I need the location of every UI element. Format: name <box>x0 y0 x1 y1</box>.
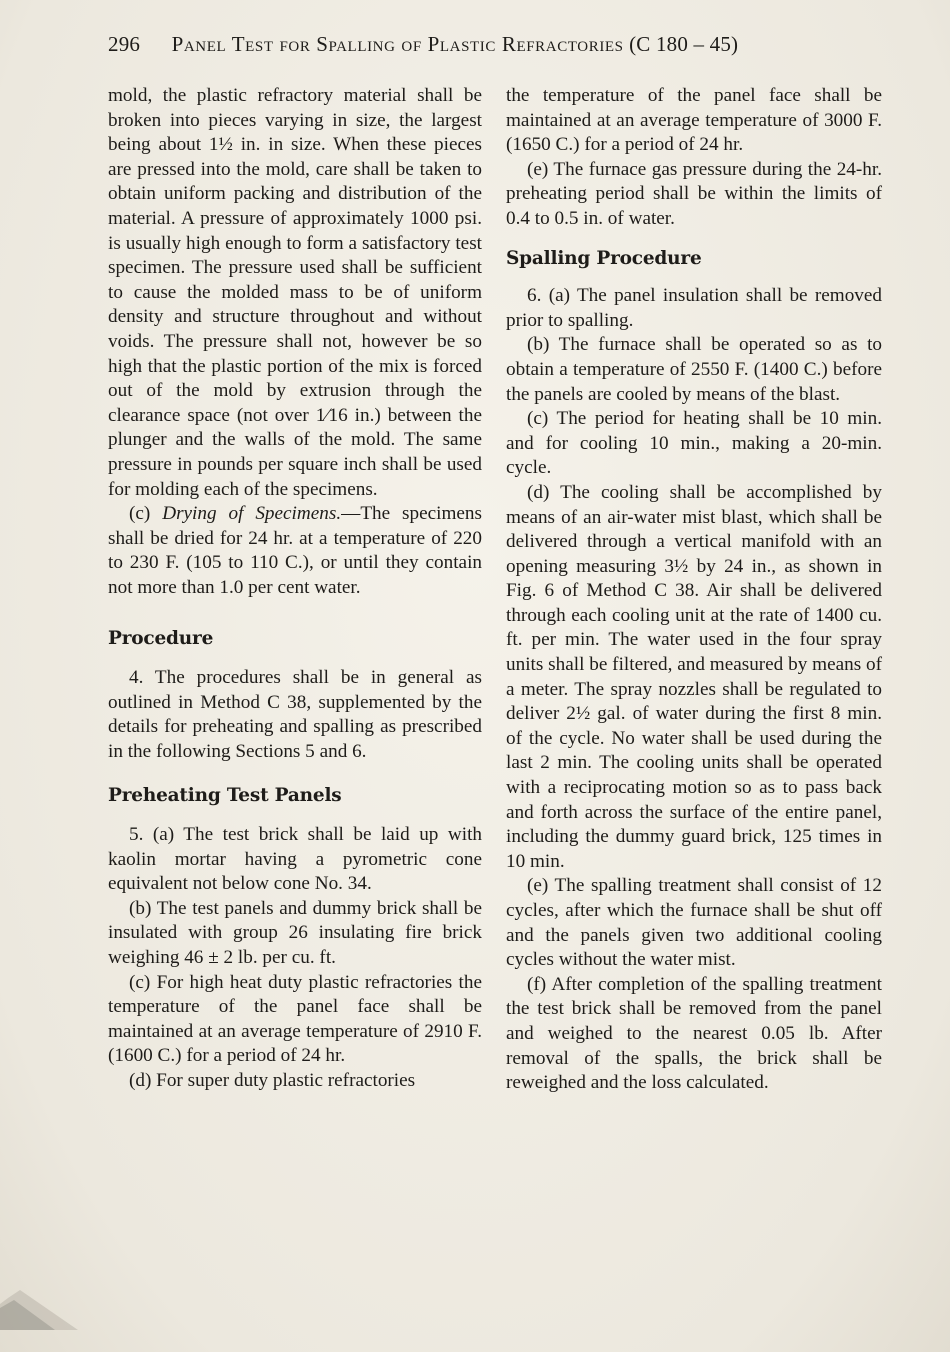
page-number: 296 <box>108 32 141 56</box>
paragraph: 6. (a) The panel insulation shall be removed prior to spalling. <box>506 285 882 331</box>
paragraph: (f) After completion of the spalling treatment the test brick shall be removed from the panel and weighed to the nearest 0.05 lb. After removal of the spalls, the brick shall be reweighed and the loss calculated. <box>506 973 882 1094</box>
paragraph: (e) The furnace gas pressure during the 24-hr. preheating period shall be within the limits of 0.4 to 0.5 in. of water. <box>506 158 882 229</box>
left-column <box>108 84 482 1094</box>
clause-text: —The specimens shall be dried for 24 hr. at a temperature of 220 to 230 F. (105 to 110 C.), or until they contain not more than 1.0 per cent water. <box>108 503 482 598</box>
right-column <box>506 84 882 1096</box>
paragraph-drying <box>108 502 482 600</box>
paragraph: (d) The cooling shall be accomplished by means of an air-water mist blast, which shall be delivered through a vertical manifold with an opening measuring 3½ by 24 in., as shown in Fig. 6 of Method C 38. Air shall be delivered through each cooling unit at the rate of 1400 cu. ft. per min. The water used in the four spray units shall be filtered, and measured by means of a meter. The spray nozzles shall be regulated to deliver 2½ gal. of water during the first 8 min. of the cycle. No water shall be used during the last 2 min. The cooling units shall be operated with a reciprocating motion so as to pass back and forth across the surface of the entire panel, including the dummy guard brick, 125 times in 10 min. <box>506 481 882 872</box>
paragraph: (c) For high heat duty plastic refractories the temperature of the panel face shall be maintained at an average temperature of 2910 F. (1600 C.) for a period of 24 hr. <box>108 971 482 1067</box>
scan-corner-shadow <box>0 1290 78 1330</box>
paragraph: (e) The spalling treatment shall consist of 12 cycles, after which the furnace shall be shut off and the panels given two additional cooling cycles without the water mist. <box>506 875 882 971</box>
paragraph: (d) For super duty plastic refractories <box>129 1069 416 1091</box>
paragraph: the temperature of the panel face shall be maintained at an average temperature of 3000 F. (1650 C.) for a period of 24 hr. <box>506 85 882 156</box>
paragraph: (b) The test panels and dummy brick shall be insulated with group 26 insulating fire brick weighing 46 ± 2 lb. per cu. ft. <box>108 897 482 968</box>
standard-designation: (C 180 – 45) <box>629 32 739 56</box>
paragraph: 4. The procedures shall be in general as outlined in Method C 38, supplemented by the details for preheating and spalling as prescribed in the following Sections 5 and 6. <box>108 667 482 762</box>
section-heading-spalling: Spalling Procedure <box>506 247 702 269</box>
paragraph: (b) The furnace shall be operated so as to obtain a temperature of 2550 F. (1400 C.) before the panels are cooled by means of the blast. <box>506 334 882 405</box>
paragraph: mold, the plastic refractory material shall be broken into pieces varying in size, the largest being about 1½ in. in size. When these pieces are pressed into the mold, care shall be taken to obtain uniform packing and distribution of the material. A pressure of approximately 1000 psi. is usually high enough to form a satisfactory test specimen. The pressure used shall be sufficient to cause the molded mass to be of uniform density and structure throughout and without voids. The pressure shall not, however be so high that the plastic portion of the mix is forced out of the mold by extrusion through the clearance space (not over 1⁄16 in.) between the plunger and the walls of the mold. The same pressure in pounds per square inch shall be used for molding each of the specimens. <box>108 85 482 500</box>
section-heading-procedure: Procedure <box>108 628 214 650</box>
paragraph: (c) The period for heating shall be 10 min. and for cooling 10 min., making a 20-min. cycle. <box>506 408 882 479</box>
running-title: Panel Test for Spalling of Plastic Refractories <box>171 32 624 56</box>
running-header <box>108 32 920 57</box>
section-heading-preheating: Preheating Test Panels <box>108 785 342 807</box>
clause-label: (c) <box>129 503 151 525</box>
paragraph: 5. (a) The test brick shall be laid up with kaolin mortar having a pyrometric cone equivalent not below cone No. 34. <box>108 824 482 895</box>
clause-title: Drying of Specimens. <box>162 503 342 525</box>
